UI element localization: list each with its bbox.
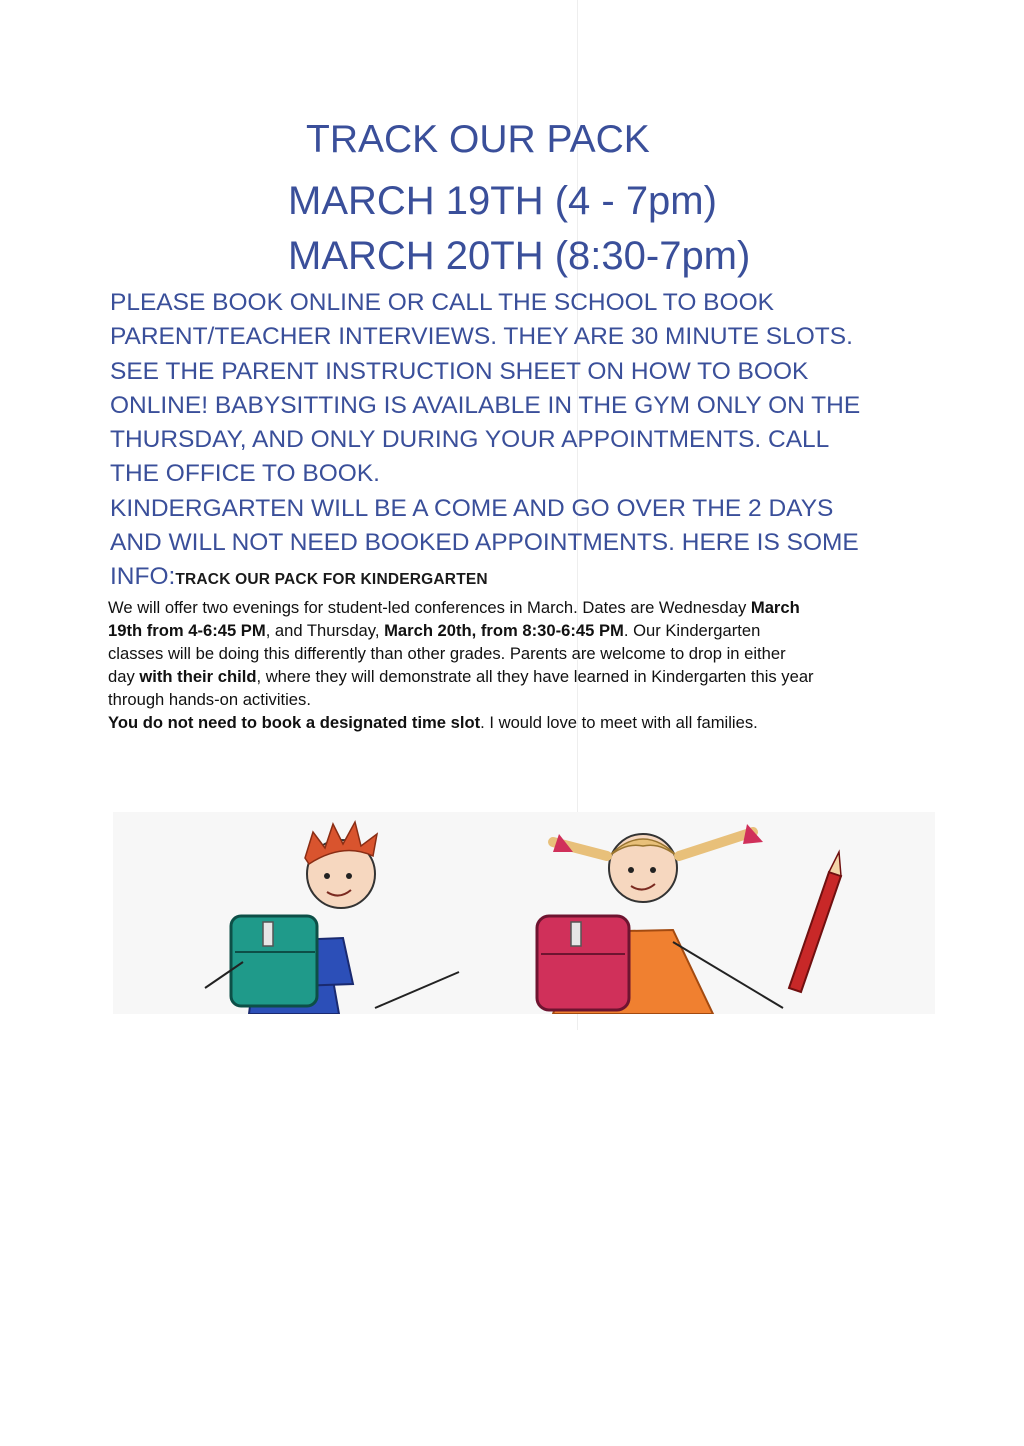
notice-info-line bbox=[110, 560, 940, 597]
details-text: day bbox=[108, 667, 140, 686]
girl-figure bbox=[537, 824, 841, 1014]
girl-eye bbox=[650, 867, 656, 873]
details-text: , where they will demonstrate all they have learned in Kindergarten this year bbox=[256, 667, 814, 686]
details-line bbox=[108, 596, 938, 619]
notice-line: AND WILL NOT NEED BOOKED APPOINTMENTS. HERE IS SOME bbox=[110, 529, 859, 557]
kindergarten-details bbox=[108, 596, 938, 734]
page-title: TRACK OUR PACK bbox=[306, 118, 650, 161]
kids-illustration bbox=[113, 812, 935, 1014]
booking-notice bbox=[110, 286, 940, 598]
notice-line: ONLINE! BABYSITTING IS AVAILABLE IN THE GYM ONLY ON THE bbox=[110, 391, 861, 419]
girl-pigtail-right bbox=[679, 832, 753, 856]
details-text: , and Thursday, bbox=[265, 621, 385, 640]
details-bold: You do not need to book a designated time slot bbox=[108, 713, 481, 732]
notice-line: PARENT/TEACHER INTERVIEWS. THEY ARE 30 MINUTE SLOTS. bbox=[110, 323, 853, 351]
details-bold: 19th from 4-6:45 PM bbox=[108, 621, 266, 640]
details-text: . Our Kindergarten bbox=[623, 621, 761, 640]
kindergarten-heading: TRACK OUR PACK FOR KINDERGARTEN bbox=[175, 571, 488, 589]
details-line: through hands-on activities. bbox=[108, 690, 311, 709]
date-line-march-19: MARCH 19TH (4 - 7pm) bbox=[288, 179, 717, 223]
notice-line: KINDERGARTEN WILL BE A COME AND GO OVER THE 2 DAYS bbox=[110, 494, 834, 522]
details-line bbox=[108, 665, 938, 688]
boy-eye bbox=[346, 873, 352, 879]
girl-eye bbox=[628, 867, 634, 873]
pencil-icon bbox=[789, 852, 841, 992]
notice-line: THURSDAY, AND ONLY DURING YOUR APPOINTMENTS. CALL bbox=[110, 426, 830, 454]
details-text: We will offer two evenings for student-led conferences in March. Dates are Wednesday bbox=[108, 598, 751, 617]
backpack-buckle bbox=[263, 922, 273, 946]
notice-line: PLEASE BOOK ONLINE OR CALL THE SCHOOL TO BOOK bbox=[110, 289, 774, 316]
girl-backpack bbox=[537, 916, 629, 1010]
details-bold: March 20th, from 8:30-6:45 PM bbox=[384, 621, 624, 640]
details-line bbox=[108, 711, 938, 734]
boy-figure bbox=[205, 822, 377, 1014]
notice-line: THE OFFICE TO BOOK. bbox=[110, 460, 380, 488]
details-line bbox=[108, 619, 938, 642]
boy-backpack bbox=[231, 916, 317, 1006]
date-line-march-20: MARCH 20TH (8:30-7pm) bbox=[288, 234, 751, 278]
details-bold: March bbox=[750, 598, 800, 617]
details-line: classes will be doing this differently than other grades. Parents are welcome to drop in either bbox=[108, 644, 786, 663]
held-hands-arms bbox=[375, 972, 459, 1008]
boy-eye bbox=[324, 873, 330, 879]
backpack-buckle bbox=[571, 922, 581, 946]
details-text: . I would love to meet with all families. bbox=[480, 713, 758, 732]
details-bold: with their child bbox=[139, 667, 257, 686]
info-prefix: INFO: bbox=[110, 563, 176, 591]
notice-line: SEE THE PARENT INSTRUCTION SHEET ON HOW TO BOOK bbox=[110, 357, 809, 385]
